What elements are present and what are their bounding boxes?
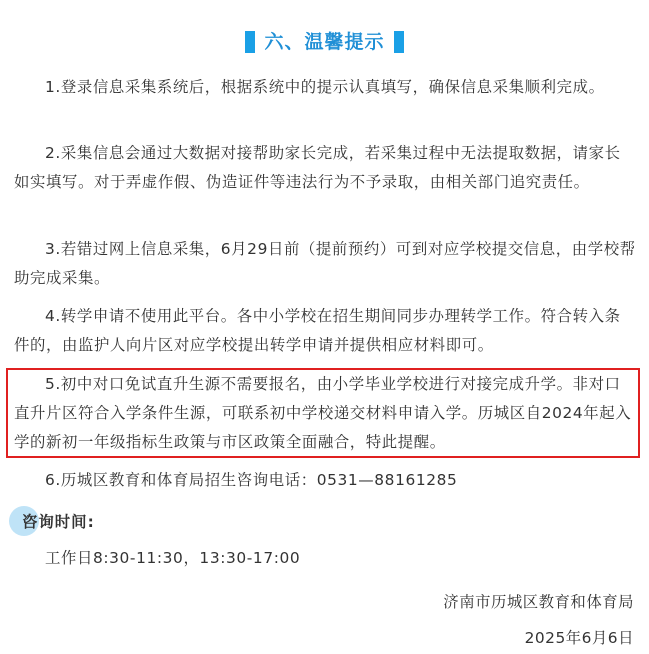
section-heading (0, 28, 649, 56)
contact-hours: 工作日8:30-11:30，13:30-17:00 (45, 549, 301, 567)
heading-right-bar (394, 31, 404, 53)
tip-6: 6.历城区教育和体育局招生咨询电话：0531—88161285 (45, 471, 458, 489)
tip-3: 3.若错过网上信息采集，6月29日前（提前预约）可到对应学校提交信息，由学校帮助完成采集。 (14, 240, 636, 287)
signature-date: 2025年6月6日 (524, 629, 634, 647)
tip-1: 1.登录信息采集系统后，根据系统中的提示认真填写，确保信息采集顺利完成。 (45, 78, 605, 96)
tip-4: 4.转学申请不使用此平台。各中小学校在招生期间同步办理转学工作。符合转入条件的，由监护人向片区对应学校提出转学申请并提供相应材料即可。 (14, 307, 621, 354)
heading-left-bar (245, 31, 255, 53)
contact-heading (9, 506, 95, 536)
signature-organization: 济南市历城区教育和体育局 (443, 593, 634, 611)
tip-2: 2.采集信息会通过大数据对接帮助家长完成，若采集过程中无法提取数据，请家长如实填写。对于弄虚作假、伪造证件等违法行为不予录取，由相关部门追究责任。 (14, 144, 621, 191)
section-title: 六、温馨提示 (264, 31, 385, 53)
contact-title: 咨询时间: (22, 513, 95, 531)
tip-5: 5.初中对口免试直升生源不需要报名，由小学毕业学校进行对接完成升学。非对口直升片区符合入学条件生源，可联系初中学校递交材料申请入学。历城区自2024年起入学的新初一年级指标生政策与市区政策全面融合，特此提醒。 (14, 375, 632, 451)
